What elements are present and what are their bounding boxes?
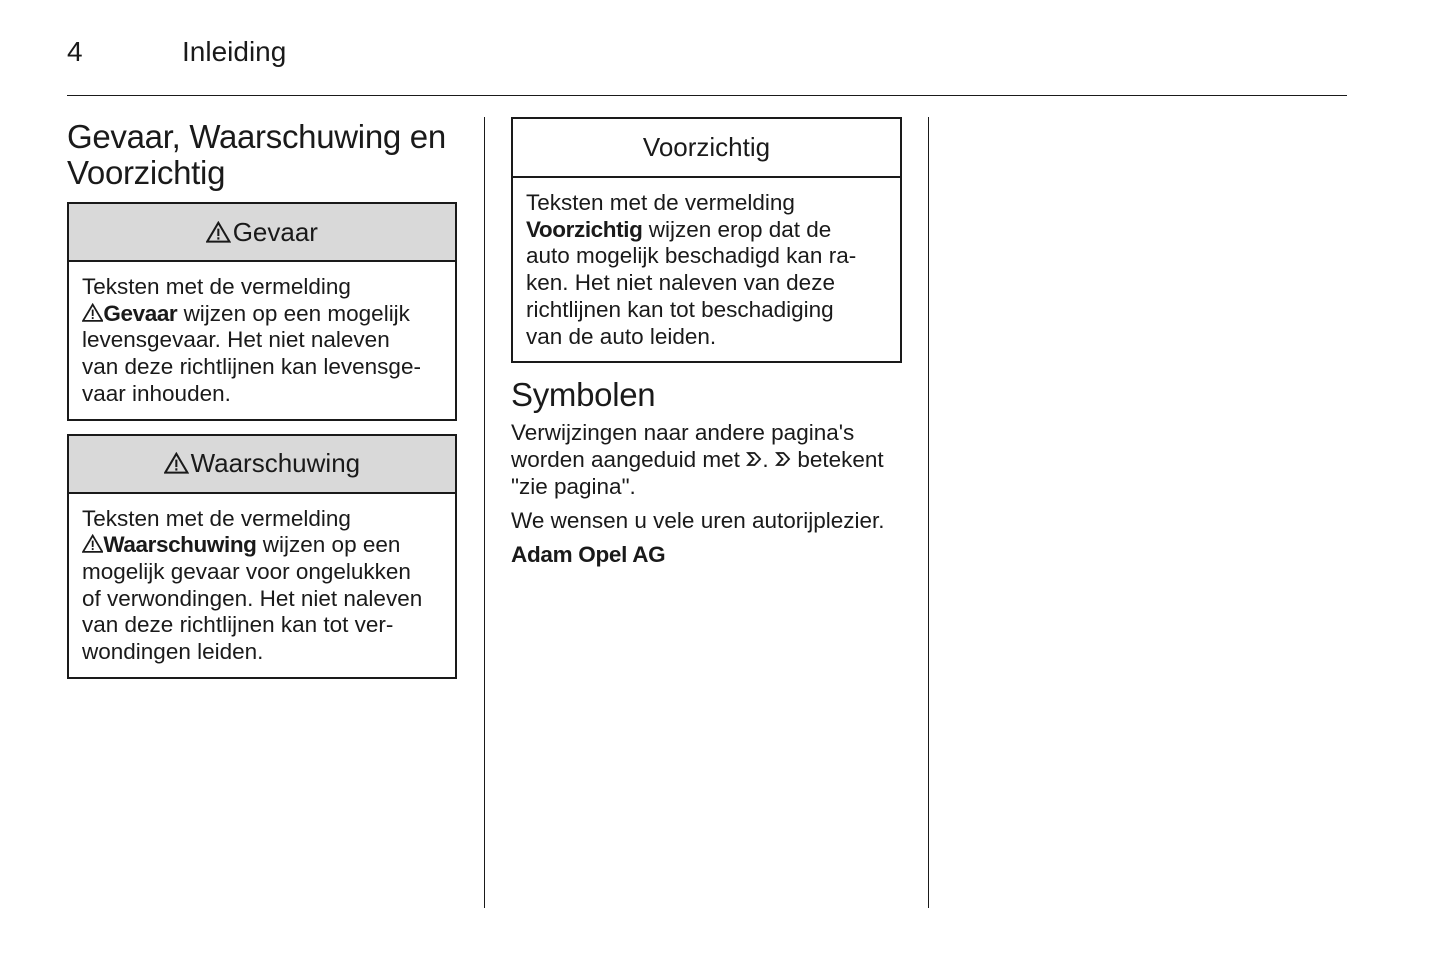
warning-line-6: wondingen leiden. <box>82 639 264 665</box>
warning-triangle-icon <box>82 534 103 553</box>
page-reference-arrow-icon <box>775 450 791 468</box>
page-reference-arrow-icon <box>746 450 762 468</box>
warning-body-text <box>82 506 442 666</box>
danger-keyword: Gevaar <box>103 300 178 326</box>
caution-line-6: van de auto leiden. <box>526 323 717 349</box>
danger-line-3: levensgevaar. Het niet naleven <box>82 327 390 353</box>
danger-body-text <box>82 274 442 408</box>
caution-notice-heading <box>513 119 900 178</box>
danger-notice-box <box>67 202 457 421</box>
warning-notice-box <box>67 434 457 679</box>
danger-line-4: van deze richtlijnen kan levensge- <box>82 354 421 380</box>
danger-notice-heading <box>69 204 455 262</box>
symbols-paragraph <box>511 419 905 500</box>
caution-line-4: ken. Het niet naleven van deze <box>526 270 835 296</box>
danger-line-2: wijzen op een mogelijk <box>183 300 410 326</box>
left-column <box>67 117 459 679</box>
symbols-line-2-end: betekent <box>797 447 884 473</box>
symbols-line-3: "zie pagina". <box>511 474 636 500</box>
section-title <box>67 119 459 191</box>
warning-triangle-icon <box>164 452 189 474</box>
caution-line-1: Teksten met de vermelding <box>526 190 795 215</box>
danger-notice-body <box>69 262 455 419</box>
chapter-title: Inleiding <box>182 36 287 67</box>
column-divider-2 <box>928 117 929 908</box>
warning-keyword: Waarschuwing <box>103 532 257 558</box>
warning-notice-heading <box>69 436 455 494</box>
warning-line-1: Teksten met de vermelding <box>82 505 351 531</box>
page-number: 4 <box>67 36 83 67</box>
caution-line-2: wijzen erop dat de <box>648 216 832 242</box>
caution-body-text <box>526 190 887 350</box>
symbols-line-1: Verwijzingen naar andere pagina's <box>511 420 855 446</box>
danger-heading-label: Gevaar <box>232 216 318 247</box>
warning-line-2: wijzen op een <box>262 532 401 558</box>
warning-triangle-icon <box>206 221 231 243</box>
warning-line-4: of verwondingen. Het niet naleven <box>82 585 423 611</box>
warning-line-3: mogelijk gevaar voor ongelukken <box>82 558 411 584</box>
header-rule <box>67 95 1347 96</box>
caution-heading-label: Voorzichtig <box>642 132 771 162</box>
column-divider-1 <box>484 117 485 908</box>
caution-line-3: auto mogelijk beschadigd kan ra- <box>526 243 857 269</box>
wish-text: We wensen u vele uren autorijplezier. <box>511 508 885 534</box>
caution-keyword: Voorzichtig <box>526 216 643 242</box>
section-title-line1: Gevaar, Waarschuwing en <box>67 118 446 155</box>
caution-line-5: richtlijnen kan tot beschadiging <box>526 296 834 322</box>
warning-notice-body <box>69 494 455 677</box>
caution-notice-box <box>511 117 902 363</box>
warning-line-5: van deze richtlijnen kan tot ver- <box>82 612 394 638</box>
warning-heading-label: Waarschuwing <box>190 448 361 479</box>
danger-line-5: vaar inhouden. <box>82 380 231 406</box>
symbols-line-2-start: worden aangeduid met <box>511 447 740 473</box>
company-name: Adam Opel AG <box>511 542 666 568</box>
danger-line-1: Teksten met de vermelding <box>82 274 351 299</box>
section-title-line2: Voorzichtig <box>67 154 226 191</box>
middle-column <box>511 117 905 568</box>
warning-triangle-icon <box>82 303 103 322</box>
symbols-line-2-mid: . <box>762 447 769 473</box>
caution-notice-body <box>513 178 900 361</box>
symbols-title: Symbolen <box>511 376 656 414</box>
